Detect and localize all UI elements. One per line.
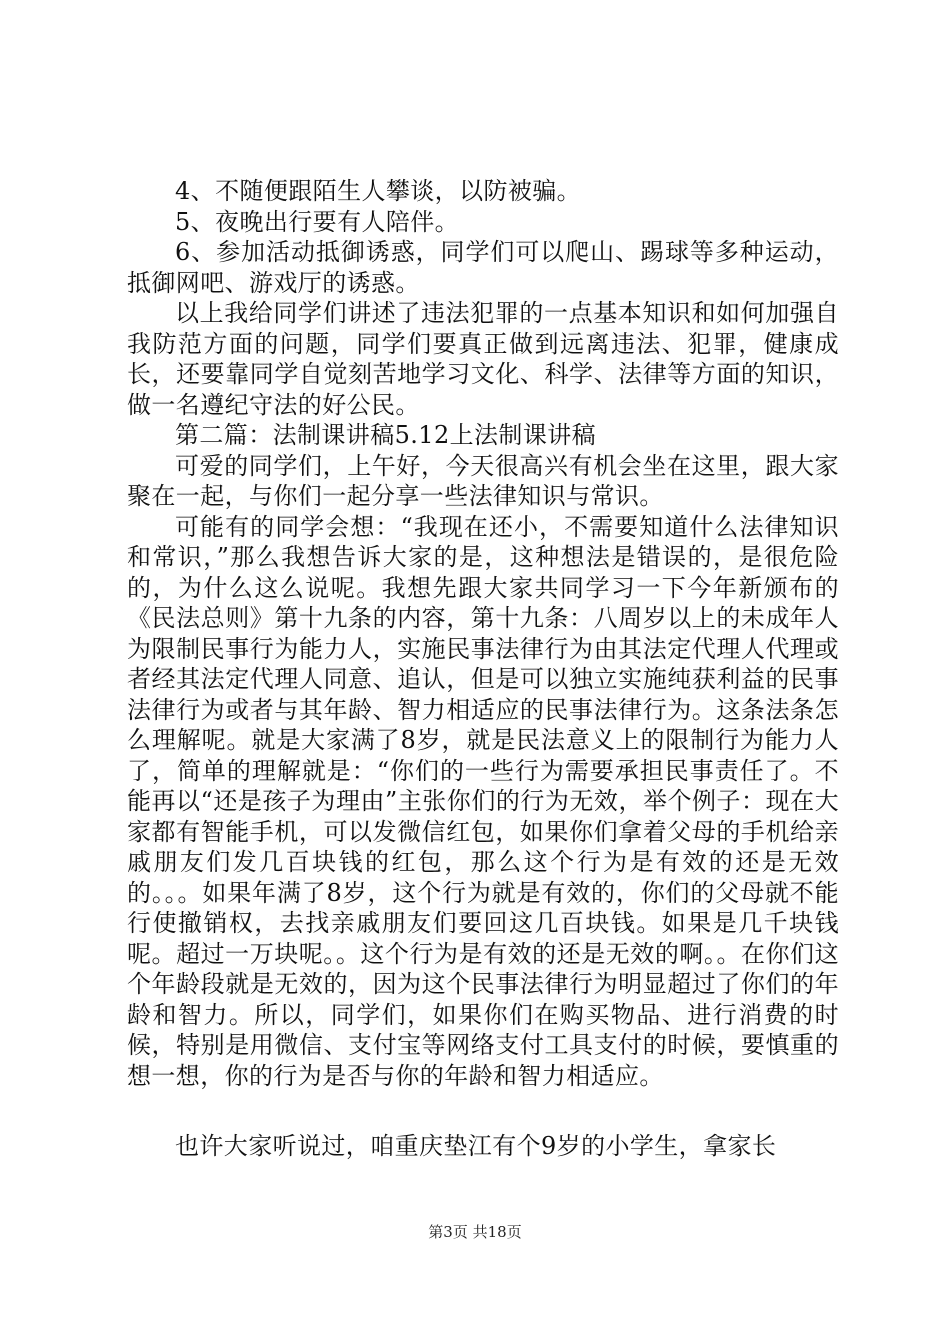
section-heading: 第二篇：法制课讲稿5.12上法制课讲稿 xyxy=(175,421,597,449)
example-paragraph: 也许大家听说过，咱重庆垫江有个9岁的小学生，拿家长 xyxy=(175,1132,777,1160)
summary-paragraph: 以上我给同学们讲述了违法犯罪的一点基本知识和如何加强自我防范方面的问题，同学们要真正做到远离违法、犯罪，健康成长，还要靠同学自觉刻苦地学习文化、科学、法律等方面的知识，做一名遵纪守法的好公民。 xyxy=(127,299,839,419)
safety-tip-5: 5、夜晚出行要有人陪伴。 xyxy=(175,207,460,236)
page-number-footer: 第3页 共18页 xyxy=(428,1223,522,1241)
document-body xyxy=(127,176,839,1162)
greeting-paragraph: 可爱的同学们，上午好，今天很高兴有机会坐在这里，跟大家聚在一起，与你们一起分享一些法律知识与常识。 xyxy=(127,451,839,510)
civil-law-paragraph: 可能有的同学会想：“我现在还小，不需要知道什么法律知识和常识，”那么我想告诉大家的是，这种想法是错误的，是很危险的，为什么这么说呢。我想先跟大家共同学习一下今年新颁布的《民法总则》第十九条的内容，第十九条：八周岁以上的未成年人为限制民事行为能力人，实施民事法律行为由其法定代理人代理或者经其法定代理人同意、追认，但是可以独立实施纯获利益的民事法律行为或者与其年龄、智力相适应的民事法律行为。这条法条怎么理解呢。就是大家满了8岁，就是民法意义上的限制行为能力人了，简单的理解就是：“你们的一些行为需要承担民事责任了。不能再以“还是孩子为理由”主张你们的行为无效，举个例子：现在大家都有智能手机，可以发微信红包，如果你们拿着父母的手机给亲戚朋友们发几百块钱的红包，那么这个行为是有效的还是无效的。。。如果年满了8岁，这个行为就是有效的，你们的父母就不能行使撤销权，去找亲戚朋友们要回这几百块钱。如果是几千块钱呢。超过一万块呢。。这个行为是有效的还是无效的啊。。在你们这个年龄段就是无效的，因为这个民事法律行为明显超过了你们的年龄和智力。所以，同学们，如果你们在购买物品、进行消费的时候，特别是用微信、支付宝等网络支付工具支付的时候，要慎重的想一想，你的行为是否与你的年龄和智力相适应。 xyxy=(127,512,839,1090)
safety-tip-6: 6、参加活动抵御诱惑，同学们可以爬山、踢球等多种运动，抵御网吧、游戏厅的诱惑。 xyxy=(127,238,839,297)
safety-tip-4: 4、不随便跟陌生人攀谈，以防被骗。 xyxy=(175,177,582,205)
